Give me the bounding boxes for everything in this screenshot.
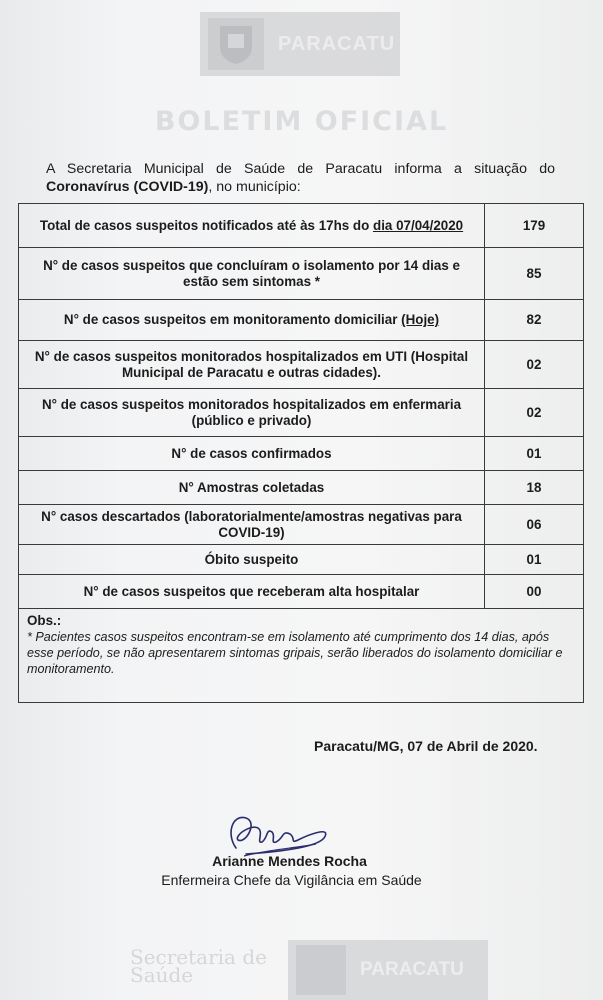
signer-role: Enfermeira Chefe da Vigilância em Saúde <box>161 872 422 888</box>
row-value: 00 <box>485 575 584 609</box>
row-label: N° de casos suspeitos que receberam alta hospitalar <box>19 575 485 609</box>
row-value: 02 <box>485 389 584 437</box>
obs-text: * Pacientes casos suspeitos encontram-se em isolamento até cumprimento dos 14 dias, após esse período, se não apresentarem sintomas gripais, serão liberados do isolamento domiciliar e monitoramento. <box>27 630 563 676</box>
table-row <box>19 300 584 341</box>
page-title: BOLETIM OFICIAL <box>154 106 449 137</box>
header-logo <box>200 12 400 76</box>
row-label: N° de casos suspeitos monitorados hospitalizados em UTI (Hospital Municipal de Paracatu e outras cidades). <box>19 341 485 389</box>
row-value: 82 <box>485 300 584 341</box>
row-label: N° de casos suspeitos em monitoramento domiciliar (Hoje) <box>19 300 485 341</box>
table-row <box>19 389 584 437</box>
table-row <box>19 204 584 248</box>
table-row <box>19 545 584 575</box>
row-value: 18 <box>485 471 584 505</box>
row-label: N° casos descartados (laboratorialmente/amostras negativas para COVID-19) <box>19 505 485 545</box>
row-value: 179 <box>485 204 584 248</box>
signature-icon <box>206 804 340 860</box>
row-value: 02 <box>485 341 584 389</box>
table-row <box>19 437 584 471</box>
table-row <box>19 575 584 609</box>
table-row <box>19 248 584 300</box>
row-value: 06 <box>485 505 584 545</box>
obs-cell <box>19 609 584 703</box>
footer-logo-box <box>288 940 488 1000</box>
row-label: N° de casos confirmados <box>19 437 485 471</box>
row-value: 01 <box>485 545 584 575</box>
table-row <box>19 341 584 389</box>
row-value: 01 <box>485 437 584 471</box>
header-logo-text: PARACATU <box>278 32 396 55</box>
row-label: N° de casos suspeitos que concluíram o isolamento por 14 dias e estão sem sintomas * <box>19 248 485 300</box>
obs-title: Obs.: <box>27 613 62 628</box>
footer-logo <box>120 934 520 1000</box>
coat-of-arms-icon <box>296 945 346 995</box>
intro-suffix: , no município: <box>208 179 301 195</box>
table-row <box>19 471 584 505</box>
intro-strong: Coronavírus (COVID-19) <box>46 179 209 195</box>
footer-left-text: Secretaria de Saúde <box>130 945 267 987</box>
footer-logo-text: PARACATU <box>360 959 464 980</box>
row-value: 85 <box>485 248 584 300</box>
row-label: Óbito suspeito <box>19 545 485 575</box>
row-label: N° Amostras coletadas <box>19 471 485 505</box>
report-table <box>18 203 584 703</box>
row-label: N° de casos suspeitos monitorados hospitalizados em enfermaria (público e privado) <box>19 389 485 437</box>
intro-text: A Secretaria Municipal de Saúde de Paracatu informa a situação do <box>46 161 555 177</box>
signer-name: Arianne Mendes Rocha <box>212 853 367 869</box>
table-row <box>19 505 584 545</box>
row-label: Total de casos suspeitos notificados até às 17hs do dia 07/04/2020 <box>19 204 485 248</box>
obs-row <box>19 609 584 703</box>
coat-of-arms-icon <box>208 18 264 70</box>
date-line: Paracatu/MG, 07 de Abril de 2020. <box>314 738 538 754</box>
intro-paragraph <box>46 160 555 196</box>
